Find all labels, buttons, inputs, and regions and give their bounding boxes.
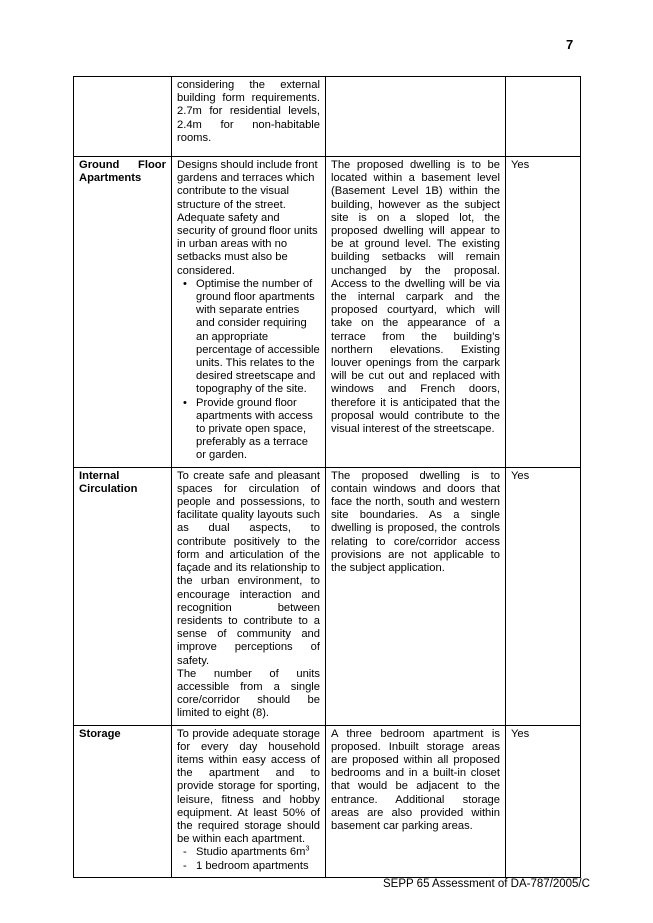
list-item: - 1 bedroom apartments (196, 860, 320, 873)
criteria-cell (172, 467, 326, 725)
criteria-bullets (177, 278, 320, 463)
complies-cell: Yes (506, 467, 581, 725)
superscript: 3 (305, 845, 310, 853)
row-label: Ground Floor Apartments (74, 157, 172, 468)
table-row (74, 467, 581, 725)
criteria-text: considering the external building form requirements. 2.7m for residential levels, 2.4m for non-habitable rooms. (177, 79, 320, 144)
criteria-cell (172, 77, 326, 157)
criteria-text: To create safe and pleasant spaces for circulation of people and possessions, to facilitate quality layouts such as dual aspects, to contribute positively to the form and articulation of the façade and its relationship to the urban environment, to encourage interaction and recognition between residents to contribute to a sense of community and improve perceptions of safety. (177, 469, 320, 667)
row-label (74, 77, 172, 157)
list-item: • Optimise the number of ground floor apartments with separate entries and consider requiring an appropriate percentage of accessible units. This relates to the desired streetscape and topography of the site. (196, 278, 320, 397)
table-row (74, 77, 581, 157)
complies-cell (506, 77, 581, 157)
criteria-text: The number of units accessible from a single core/corridor should be limited to eight (8). (177, 667, 320, 720)
row-label: Storage (74, 725, 172, 877)
complies-cell: Yes (506, 157, 581, 468)
response-cell: The proposed dwelling is to contain windows and doors that face the north, south and western site boundaries. As a single dwelling is proposed, the controls relating to core/corridor access provisions are not applicable to the subject application. (326, 467, 506, 725)
criteria-text: To provide adequate storage for every day household items within easy access of the apartment and to provide storage for sporting, leisure, fitness and hobby equipment. At least 50% of the required storage should be within each apartment. (177, 727, 320, 846)
criteria-text: Designs should include front gardens and terraces which contribute to the visual structure of the street. Adequate safety and security of ground floor units in urban areas with no setbacks must also be considered. (177, 159, 318, 277)
page-footer: SEPP 65 Assessment of DA-787/2005/C (383, 878, 590, 890)
response-cell: The proposed dwelling is to be located within a basement level (Basement Level 1B) within the building, however as the subject site is on a sloped lot, the proposed dwelling will appear to be at ground level. The existing building setbacks will remain unchanged by the proposal. Access to the dwelling will be via the internal carpark and the proposed courtyard, which will take on the appearance of a terrace from the building’s northern elevations. Existing louver openings from the carpark will be cut out and replaced with windows and French doors, therefore it is anticipated that the proposal would contribute to the visual interest of the streetscape. (326, 157, 506, 468)
page-number: 7 (566, 37, 574, 52)
response-cell (326, 77, 506, 157)
complies-cell: Yes (506, 725, 581, 877)
criteria-dash-list (177, 846, 320, 872)
response-cell: A three bedroom apartment is proposed. Inbuilt storage areas are proposed within all proposed bedrooms and in a built-in closet that would be adjacent to the entrance. Additional storage areas are also provided within basement car parking areas. (326, 725, 506, 877)
assessment-table (73, 76, 581, 878)
list-item: • Provide ground floor apartments with access to private open space, preferably as a terrace or garden. (196, 397, 320, 463)
list-item: - Studio apartments $6m^3$ (196, 846, 320, 859)
table-row (74, 157, 581, 468)
row-label: Internal Circulation (74, 467, 172, 725)
table-row (74, 725, 581, 877)
criteria-cell (172, 157, 326, 468)
criteria-cell (172, 725, 326, 877)
